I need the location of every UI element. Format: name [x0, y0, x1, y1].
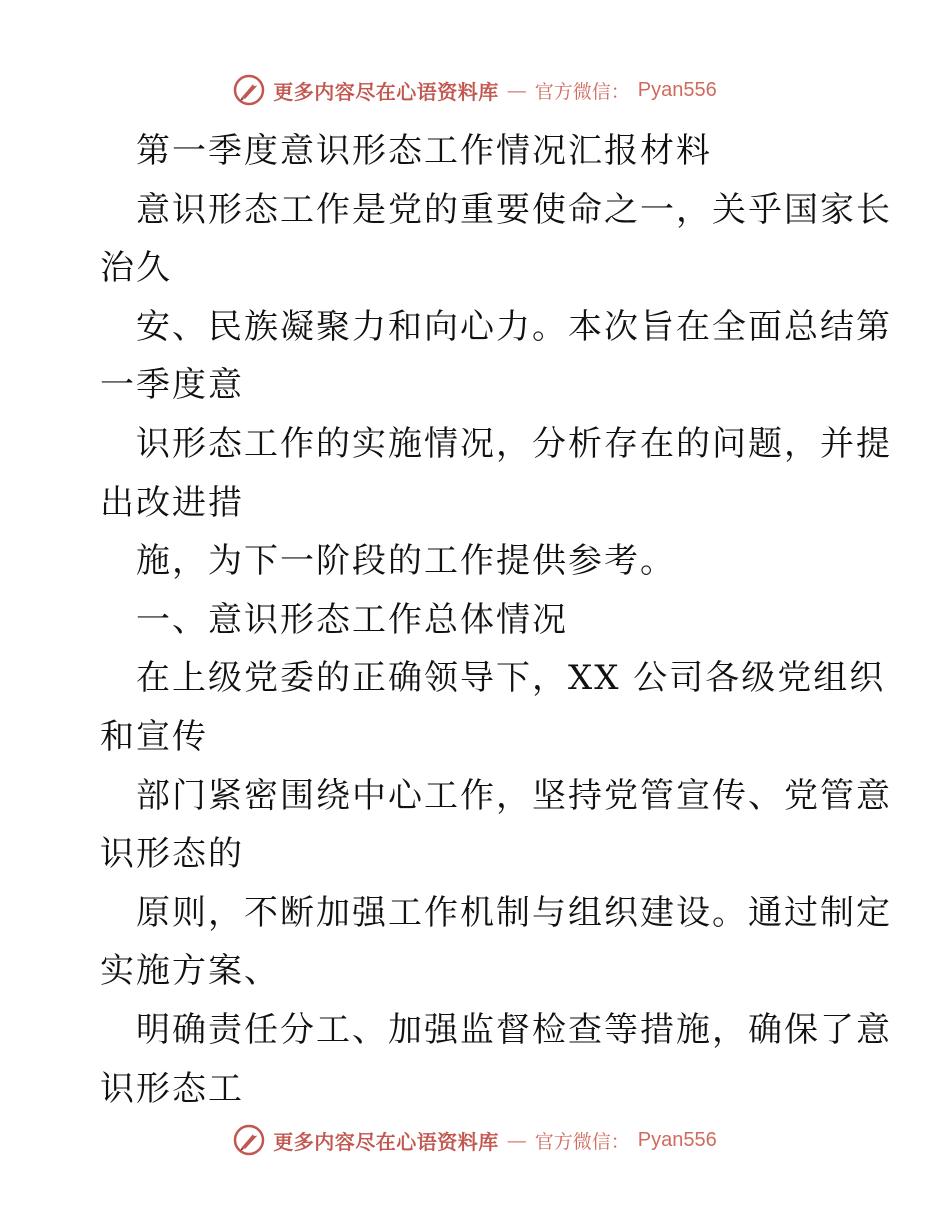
paragraph-line: 原则，不断加强工作机制与组织建设。通过制定 [136, 892, 892, 933]
banner-dash: — [506, 1128, 527, 1152]
banner-wechat-label: 官方微信： [534, 1130, 630, 1153]
paragraph-line: 安、民族凝聚力和向心力。本次旨在全面总结第 [136, 306, 892, 347]
section-heading: 一、意识形态工作总体情况 [136, 599, 568, 640]
header-banner [0, 70, 950, 110]
banner-wechat-id: Pyan556 [637, 1128, 717, 1151]
footer-banner [0, 1120, 950, 1160]
pen-logo-icon [233, 1124, 265, 1156]
paragraph-line: 意识形态工作是党的重要使命之一，关乎国家长 [136, 189, 892, 230]
paragraph-line: 识形态工 [100, 1068, 244, 1109]
pen-logo-icon [233, 74, 265, 106]
paragraph-line: 识形态工作的实施情况，分析存在的问题，并提 [136, 423, 892, 464]
banner-wechat-id: Pyan556 [637, 78, 717, 101]
paragraph-line: 和宣传 [100, 716, 208, 757]
paragraph-line: 明确责任分工、加强监督检查等措施，确保了意 [136, 1009, 892, 1050]
paragraph-line: 实施方案、 [100, 951, 280, 992]
paragraph-line: 施，为下一阶段的工作提供参考。 [136, 541, 676, 582]
paragraph-line: 一季度意 [100, 365, 244, 406]
paragraph-line: 治久 [100, 248, 172, 289]
paragraph-line: 识形态的 [100, 834, 244, 875]
banner-dash: — [506, 78, 527, 102]
document-title: 第一季度意识形态工作情况汇报材料 [136, 131, 712, 171]
banner-title: 更多内容尽在心语资料库 [273, 79, 499, 104]
paragraph-line: 部门紧密围绕中心工作，坚持党管宣传、党管意 [136, 775, 892, 816]
paragraph-line: 在上级党委的正确领导下，XX 公司各级党组织 [136, 658, 886, 699]
banner-title: 更多内容尽在心语资料库 [273, 1129, 499, 1154]
paragraph-line: 出改进措 [100, 482, 244, 523]
document-body [100, 122, 892, 1118]
banner-wechat-label: 官方微信： [534, 80, 630, 103]
